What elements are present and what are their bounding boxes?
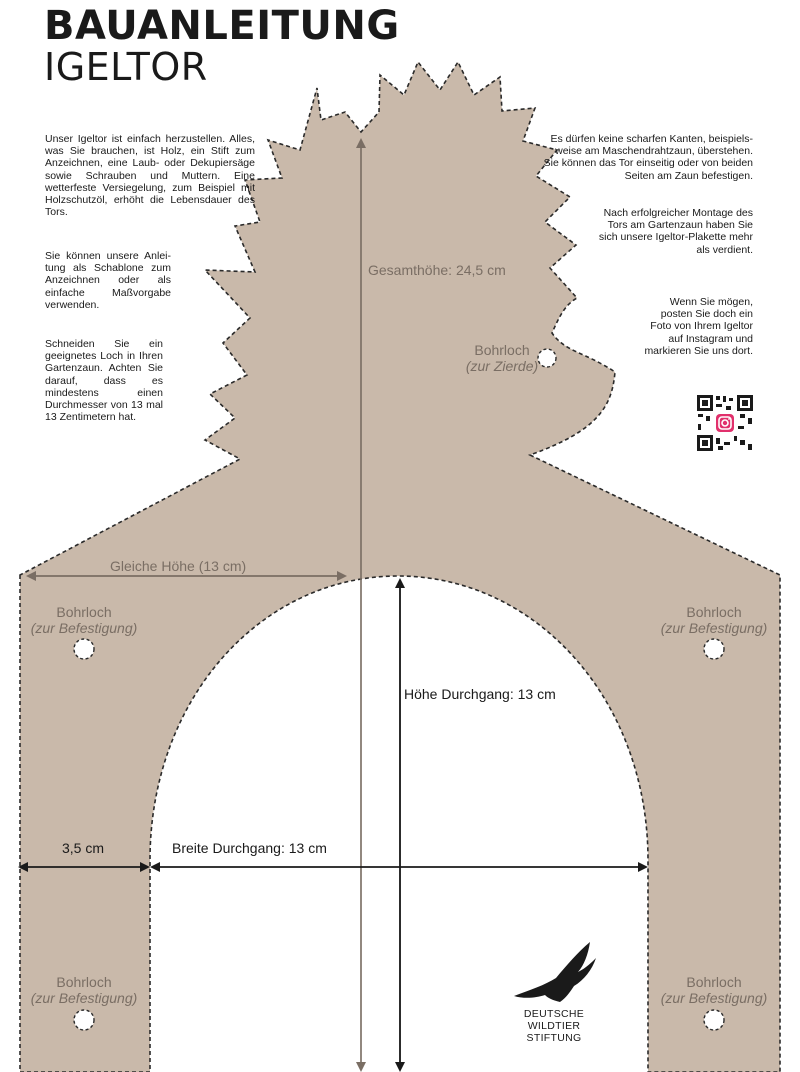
logo-line-1: DEUTSCHE [523,1008,585,1020]
drill-hole-left-top [74,639,94,659]
right-paragraph-1: Es dürfen keine scharfen Kanten, beispielsweise am Maschendrahtzaun, überstehen. Sie können das Tor einseitig oder von beiden Seiten am Zaun befestigen. [543,133,753,182]
right-text-block-2 [598,207,753,268]
drill-hole-right-top [704,639,724,659]
side-width-label: 3,5 cm [62,840,105,856]
passage-height-label: Höhe Durchgang: 13 cm [404,686,556,702]
total-height-label: Gesamthöhe: 24,5 cm [368,262,506,278]
left-paragraph-3: Schneiden Sie ein geeignetes Loch in Ihren Gartenzaun. Achten Sie darauf, dass es mindestens einen Durchmesser von 13 mal 13 Zentimetern hat. [45,338,163,424]
drill-fix-sub-rb: (zur Befestigung) [660,990,768,1006]
right-text-block-3 [640,296,753,369]
drill-fix-label-left-top [24,604,144,636]
logo-spacer [508,936,600,1008]
logo-line-3: STIFTUNG [526,1032,582,1044]
drill-fix-main-rt: Bohrloch [686,604,742,620]
drill-decor-label-main: Bohrloch [474,342,530,358]
logo-line-2: WILDTIER [527,1020,581,1032]
drill-hole-left-bottom [74,1010,94,1030]
right-paragraph-3: Wenn Sie mögen, posten Sie doch ein Foto von Ihrem Igeltor auf Instagram und markieren Sie uns dort. [644,296,753,357]
same-height-label: Gleiche Höhe (13 cm) [110,558,247,574]
instagram-qr-code-icon [696,394,754,452]
left-text-block-2 [45,250,171,323]
left-paragraph-2: Sie können unsere Anleitung als Schablone zum Anzeichnen oder als einfache Maßvorgabe verwenden. [45,250,171,311]
right-paragraph-2: Nach erfolgreicher Montage des Tors am Gartenzaun haben Sie sich unsere Igeltor-Plakette mehr als verdient. [598,207,753,256]
drill-fix-label-right-bottom [654,974,774,1006]
drill-fix-sub-lt: (zur Befestigung) [30,620,138,636]
passage-width-label: Breite Durchgang: 13 cm [172,840,327,856]
drill-fix-label-right-top [654,604,774,636]
drill-hole-right-bottom [704,1010,724,1030]
page-title [44,3,400,89]
left-text-block [45,133,255,230]
deutsche-wildtier-stiftung-logo [508,936,600,1044]
drill-fix-main-lt: Bohrloch [56,604,112,620]
drill-fix-main-rb: Bohrloch [686,974,742,990]
drill-decor-label [457,342,547,374]
drill-fix-main-lb: Bohrloch [56,974,112,990]
title-line-2: IGELTOR [44,45,208,89]
drill-decor-label-sub: (zur Zierde) [465,358,539,374]
right-text-block [540,133,753,194]
drill-fix-label-left-bottom [24,974,144,1006]
drill-fix-sub-lb: (zur Befestigung) [30,990,138,1006]
left-text-block-3 [45,338,163,435]
left-paragraph-1: Unser Igeltor ist einfach herzustellen. Alles, was Sie brauchen, ist Holz, ein Stift zum Anzeichnen, eine Laub- oder Dekupiersäge sowie Schrauben und Muttern. Eine wetterfeste Versiegelung, zum Beispiel mit Holzschutzöl, erhöht die Lebensdauer des Tors. [45,133,255,219]
drill-fix-sub-rt: (zur Befestigung) [660,620,768,636]
title-line-1: BAUANLEITUNG [44,3,400,49]
